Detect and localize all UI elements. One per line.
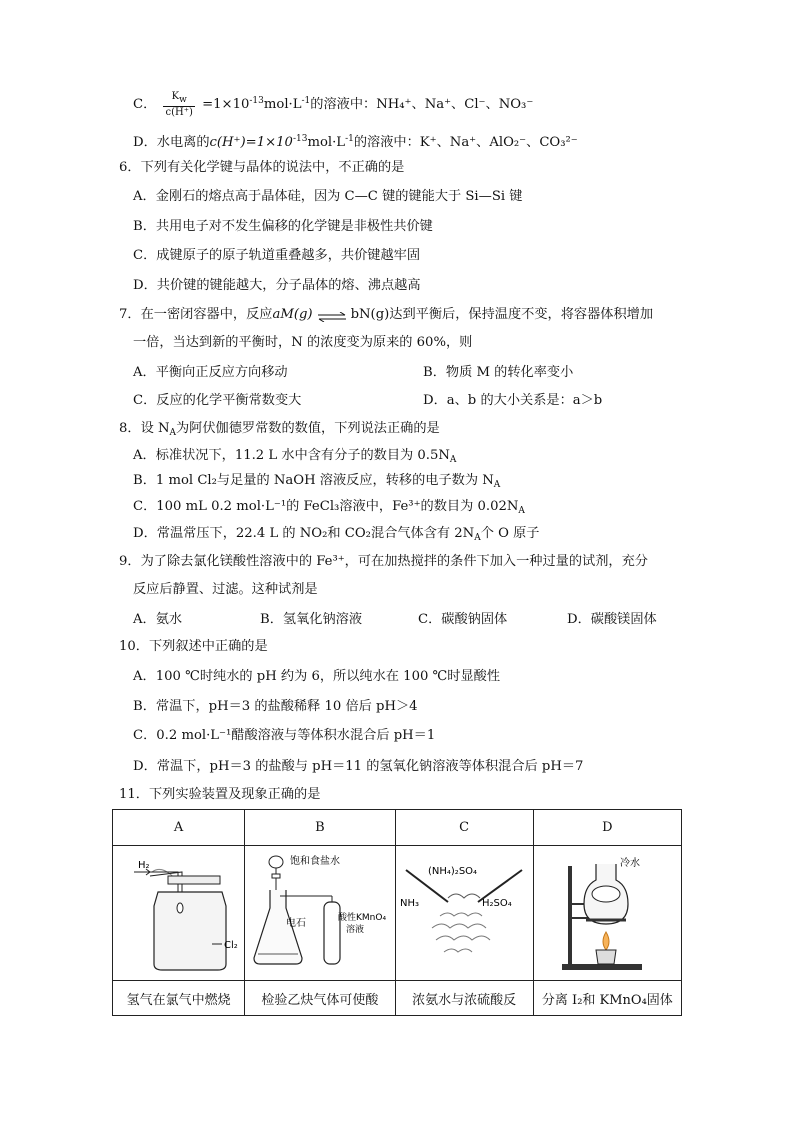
figure-c-cell <box>395 846 533 981</box>
fig-d-flame-icon <box>603 932 609 950</box>
fig-d-water-label: 冷水 <box>620 858 641 869</box>
figure-a-cell <box>113 846 245 981</box>
q7-stem-text: 7．在一密闭容器中，反应 <box>119 307 273 322</box>
figure-b-cell <box>245 846 395 981</box>
fig-d-stand <box>568 866 572 966</box>
q8-option-c <box>133 498 525 520</box>
q10-option-b: B．常温下，pH＝3 的盐酸稀释 10 倍后 pH＞4 <box>133 699 418 714</box>
q5-c-text-2: mol·L <box>263 97 302 112</box>
q8-stem-sub: A <box>169 428 176 438</box>
q8-option-a <box>133 447 456 469</box>
header-a: A <box>113 810 245 846</box>
q8-d-text-2: 个 O 原子 <box>480 526 540 541</box>
figure-c-ammonia-sulfuric <box>396 846 532 976</box>
q6-option-c: C．成键原子的原子轨道重叠越多，共价键越牢固 <box>133 248 421 263</box>
q5-option-c <box>133 91 533 118</box>
fig-b-brine-label: 饱和食盐水 <box>289 856 340 867</box>
q8-option-d <box>133 525 539 547</box>
q7-stem-line2: 一倍，当达到新的平衡时，N 的浓度变为原来的 60%，则 <box>133 335 473 350</box>
q8-c-sub: A <box>518 506 525 516</box>
fig-c-smoke <box>448 894 480 898</box>
header-b: B <box>245 810 395 846</box>
q7-stem-line1 <box>119 306 653 324</box>
q5-d-text-3: mol·L <box>307 135 346 150</box>
fig-b-test-tube <box>324 902 340 964</box>
q8-stem-text: 8．设 N <box>119 421 170 436</box>
q6-stem: 6．下列有关化学键与晶体的说法中，不正确的是 <box>119 160 405 175</box>
caption-c: 浓氨水与浓硫酸反 <box>395 981 533 1016</box>
q11-stem: 11．下列实验装置及现象正确的是 <box>119 787 321 802</box>
q9-option-b: B．氢氧化钠溶液 <box>260 612 363 627</box>
fig-a-flame <box>177 903 183 913</box>
q7-option-b: B．物质 M 的转化率变小 <box>423 365 574 380</box>
q10-option-c: C．0.2 mol·L⁻¹醋酸溶液与等体积水混合后 pH＝1 <box>133 728 436 743</box>
fig-a-h2-label: H₂ <box>137 860 150 871</box>
figure-d-cell <box>533 846 681 981</box>
figure-b-acetylene-test <box>246 846 394 976</box>
fig-a-cl2-label: Cl₂ <box>223 940 238 951</box>
fig-b-kmno4-label-1: 酸性KMnO₄ <box>337 913 386 923</box>
q6-option-a: A．金刚石的熔点高于晶体硅，因为 C—C 键的键能大于 Si—Si 键 <box>133 189 523 204</box>
fig-b-carbide-label: 电石 <box>285 918 306 929</box>
q6-option-d: D．共价键的键能越大，分子晶体的熔、沸点越高 <box>133 278 421 293</box>
fig-d-burner <box>596 950 616 964</box>
kw-fraction <box>163 91 194 118</box>
q8-d-text-1: D．常温常压下，22.4 L 的 NO₂和 CO₂混合气体含有 2N <box>133 526 475 541</box>
q8-a-text: A．标准状况下，11.2 L 水中含有分子的数目为 0.5N <box>133 448 450 463</box>
q5-c-label: C． <box>133 97 157 112</box>
q5-d-text-4: 的溶液中：K⁺、Na⁺、AlO₂⁻、CO₃²⁻ <box>353 135 578 150</box>
q10-option-d: D．常温下，pH＝3 的盐酸与 pH＝11 的氢氧化钠溶液等体积混合后 pH＝7 <box>133 759 584 774</box>
figure-d-sublimation <box>534 846 680 976</box>
q5-d-text-1: D．水电离的 <box>133 135 210 150</box>
q9-option-d: D．碳酸镁固体 <box>567 612 657 627</box>
q8-option-b <box>133 472 500 494</box>
fig-b-funnel <box>269 856 283 868</box>
apparatus-caption-row <box>113 981 682 1016</box>
q5-c-exp2: -1 <box>301 96 311 106</box>
q5-d-exp: -13 <box>292 134 308 144</box>
q9-stem-line2: 反应后静置、过滤。这种试剂是 <box>133 582 318 597</box>
q5-c-exp: -13 <box>249 96 264 106</box>
caption-b: 检验乙炔气体可使酸 <box>245 981 395 1016</box>
q7-option-c: C．反应的化学平衡常数变大 <box>133 393 302 408</box>
q5-option-d <box>133 130 578 152</box>
q9-option-a: A．氨水 <box>133 612 183 627</box>
frac-numerator: K <box>171 91 180 102</box>
fig-d-base <box>562 964 642 970</box>
header-d: D <box>533 810 681 846</box>
equilibrium-arrow-icon <box>317 310 347 320</box>
q5-c-text-1: =1×10 <box>202 97 250 112</box>
fig-a-lid <box>168 876 220 884</box>
apparatus-table <box>112 809 682 1016</box>
figure-a-hydrogen-burning <box>114 846 244 976</box>
q7-product: bN(g)达到平衡后，保持温度不变，将容器体积增加 <box>350 307 654 322</box>
q8-stem <box>119 420 440 442</box>
frac-numerator-sub: w <box>179 95 187 105</box>
q8-stem-rest: 为阿伏伽德罗常数的数值，下列说法正确的是 <box>176 421 440 436</box>
q7-option-d: D．a、b 的大小关系是：a＞b <box>423 393 603 408</box>
q9-option-c: C．碳酸钠固体 <box>418 612 508 627</box>
q8-d-sub: A <box>474 533 481 543</box>
fig-c-h2so4-label: H₂SO₄ <box>482 898 512 909</box>
q5-c-text-3: 的溶液中：NH₄⁺、Na⁺、Cl⁻、NO₃⁻ <box>310 97 534 112</box>
fig-b-kmno4-label-2: 溶液 <box>345 925 364 935</box>
q5-d-exp2: -1 <box>345 134 354 144</box>
apparatus-figure-row <box>113 846 682 981</box>
q7-option-a: A．平衡向正反应方向移动 <box>133 365 288 380</box>
q8-b-sub: A <box>493 480 501 490</box>
apparatus-header-row <box>113 810 682 846</box>
frac-denominator: c(H⁺) <box>165 107 193 118</box>
q7-reactant: aM(g) <box>272 307 313 322</box>
q8-a-sub: A <box>449 455 457 465</box>
q10-option-a: A．100 ℃时纯水的 pH 约为 6，所以纯水在 100 ℃时显酸性 <box>133 669 501 684</box>
q10-stem: 10．下列叙述中正确的是 <box>119 639 268 654</box>
header-c: C <box>395 810 533 846</box>
caption-a: 氢气在氯气中燃烧 <box>113 981 245 1016</box>
q8-b-text: B．1 mol Cl₂与足量的 NaOH 溶液反应，转移的电子数为 N <box>133 473 494 488</box>
fig-c-nh3-label: NH₃ <box>400 898 420 909</box>
caption-d: 分离 I₂和 KMnO₄固体 <box>533 981 681 1016</box>
fig-c-salt-label: (NH₄)₂SO₄ <box>428 866 478 877</box>
q8-c-text: C．100 mL 0.2 mol·L⁻¹的 FeCl₃溶液中，Fe³⁺的数目为 0.02N <box>133 499 519 514</box>
fig-a-bottle <box>154 892 226 970</box>
q5-d-text-2: c(H⁺)=1×10 <box>209 135 293 150</box>
q6-option-b: B．共用电子对不发生偏移的化学键是非极性共价键 <box>133 219 433 234</box>
q9-stem-line1: 9．为了除去氯化镁酸性溶液中的 Fe³⁺，可在加热搅拌的条件下加入一种过量的试剂，充分 <box>119 554 648 569</box>
